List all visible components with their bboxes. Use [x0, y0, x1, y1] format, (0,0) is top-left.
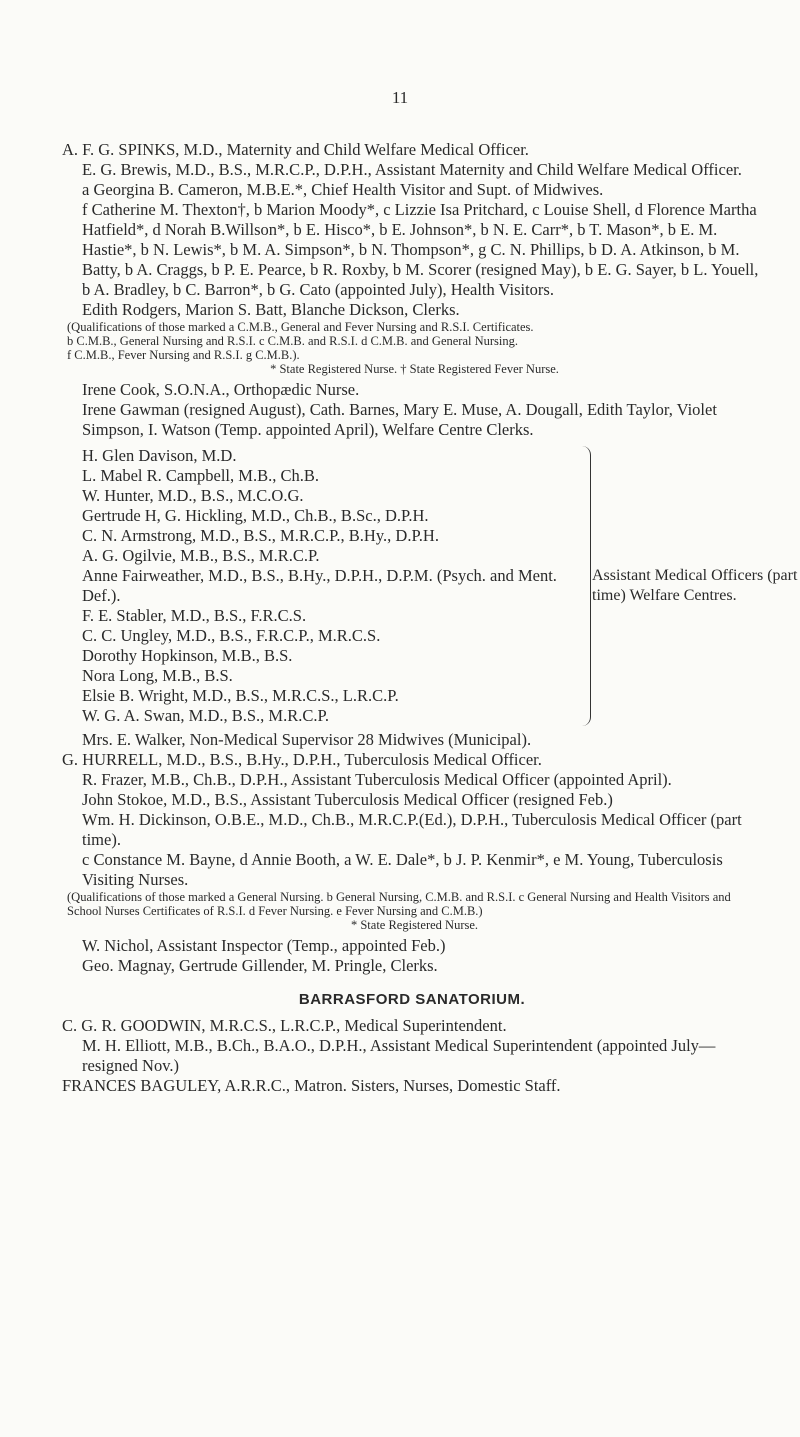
qual-note-line: (Qualifications of those marked a C.M.B., General and Fever Nursing and R.S.I. Certificates.	[67, 320, 534, 334]
gawman-line: Irene Gawman (resigned August), Cath. Barnes, Mary E. Muse, A. Dougall, Edith Taylor, Violet Simpson, I. Watson (Temp. appointed April), Welfare Centre Clerks.	[82, 400, 717, 439]
dickinson-line: Wm. H. Dickinson, O.B.E., M.D., Ch.B., M.R.C.P.(Ed.), D.P.H., Tuberculosis Medical Officer (part time).	[82, 810, 742, 849]
officer-name: Elsie B. Wright, M.D., B.S., M.R.C.S., L.R.C.P.	[82, 686, 399, 705]
officer-name: Anne Fairweather, M.D., B.S., B.Hy., D.P.H., D.P.M. (Psych. and Ment. Def.).	[82, 566, 557, 605]
section-heading: BARRASFORD SANATORIUM.	[298, 991, 526, 1008]
officer-name: W. Hunter, M.D., B.S., M.C.O.G.	[82, 486, 304, 505]
qual-note-line: f C.M.B., Fever Nursing and R.S.I. g C.M.B.).	[67, 348, 300, 362]
part-time-label: Assistant Medical Officers (part time) Welfare Centres.	[592, 567, 798, 604]
officer-name: Nora Long, M.B., B.S.	[82, 666, 233, 685]
part-time-officers-list	[62, 446, 798, 726]
stokoe-line: John Stokoe, M.D., B.S., Assistant Tuberculosis Medical Officer (resigned Feb.)	[82, 790, 613, 809]
sanatorium-section	[62, 990, 762, 1096]
officer-name: Gertrude H, G. Hickling, M.D., Ch.B., B.Sc., D.P.H.	[82, 506, 429, 525]
clerks-line-2: Geo. Magnay, Gertrude Gillender, M. Pringle, Clerks.	[82, 956, 438, 975]
brewis-line: E. G. Brewis, M.D., B.S., M.R.C.P., D.P.H., Assistant Maternity and Child Welfare Medical Officer.	[82, 160, 742, 179]
qualifications-note-1	[62, 320, 762, 376]
officer-name: Dorothy Hopkinson, M.B., B.S.	[82, 646, 293, 665]
officer-name: H. Glen Davison, M.D.	[82, 446, 237, 465]
page-number: 11	[391, 88, 409, 107]
cameron-line: a Georgina B. Cameron, M.B.E.*, Chief Health Visitor and Supt. of Midwives.	[82, 180, 604, 199]
qual-note-line: * State Registered Nurse.	[350, 918, 479, 932]
health-visitors-line: f Catherine M. Thexton†, b Marion Moody*, c Lizzie Isa Pritchard, c Louise Shell, d Florence Martha Hatfield*, d Norah B.Willson*, b E. Hisco*, b E. Johnson*, b N. E. Carr*, b T. Mason*, b E. M. Hastie*, b N. Lewis*, b M. A. Simpson*, b N. Thompson*, g C. N. Phillips, b D. A. Atkinson, b M. Batty, b A. Craggs, b P. E. Pearce, b R. Roxby, b M. Scorer (resigned May), b E. G. Sayer, b L. Youell, b A. Bradley, b C. Barron*, b G. Cato (appointed July), Health Visitors.	[82, 200, 759, 299]
officer-name: L. Mabel R. Campbell, M.B., Ch.B.	[82, 466, 319, 485]
qualifications-note-2	[62, 890, 762, 932]
elliott-line: M. H. Elliott, M.B., B.Ch., B.A.O., D.P.H., Assistant Medical Superintendent (appointed July—resigned Nov.)	[82, 1036, 716, 1075]
officer-name: C. N. Armstrong, M.D., B.S., M.R.C.P., B.Hy., D.P.H.	[82, 526, 439, 545]
goodwin-line: C. G. R. GOODWIN, M.R.C.S., L.R.C.P., Medical Superintendent.	[62, 1016, 507, 1035]
walker-line: Mrs. E. Walker, Non-Medical Supervisor 28 Midwives (Municipal).	[82, 730, 532, 749]
tb-nurses-line: c Constance M. Bayne, d Annie Booth, a W. E. Dale*, b J. P. Kenmir*, e M. Young, Tuberculosis Visiting Nurses.	[82, 850, 723, 889]
spinks-line: A. F. G. SPINKS, M.D., Maternity and Child Welfare Medical Officer.	[62, 140, 529, 159]
hurrell-line: G. HURRELL, M.D., B.S., B.Hy., D.P.H., Tuberculosis Medical Officer.	[62, 750, 542, 769]
qual-note-line: (Qualifications of those marked a General Nursing. b General Nursing, C.M.B. and R.S.I. c General Nursing and Health Visitors and School Nurses Certificates of R.S.I. d Fever Nursing. e Fever Nursing and C.M.B.)	[67, 890, 731, 918]
qual-note-line: * State Registered Nurse. † State Registered Fever Nurse.	[270, 362, 559, 376]
officer-name: W. G. A. Swan, M.D., B.S., M.R.C.P.	[82, 706, 329, 725]
clerks-line-1: Edith Rodgers, Marion S. Batt, Blanche Dickson, Clerks.	[82, 300, 460, 319]
officer-name: C. C. Ungley, M.D., B.S., F.R.C.P., M.R.C.S.	[82, 626, 381, 645]
baguley-line: FRANCES BAGULEY, A.R.R.C., Matron. Sisters, Nurses, Domestic Staff.	[62, 1076, 561, 1095]
maternity-staff-section	[62, 140, 762, 440]
cook-line: Irene Cook, S.O.N.A., Orthopædic Nurse.	[82, 380, 360, 399]
frazer-line: R. Frazer, M.B., Ch.B., D.P.H., Assistant Tuberculosis Medical Officer (appointed April).	[82, 770, 672, 789]
qual-note-line: b C.M.B., General Nursing and R.S.I. c C.M.B. and R.S.I. d C.M.B. and General Nursing.	[67, 334, 519, 348]
tuberculosis-section	[62, 730, 762, 976]
officer-name: F. E. Stabler, M.D., B.S., F.R.C.S.	[82, 606, 307, 625]
nichol-line: W. Nichol, Assistant Inspector (Temp., appointed Feb.)	[82, 936, 446, 955]
grouping-brace	[582, 446, 591, 726]
officer-name: A. G. Ogilvie, M.B., B.S., M.R.C.P.	[82, 546, 320, 565]
